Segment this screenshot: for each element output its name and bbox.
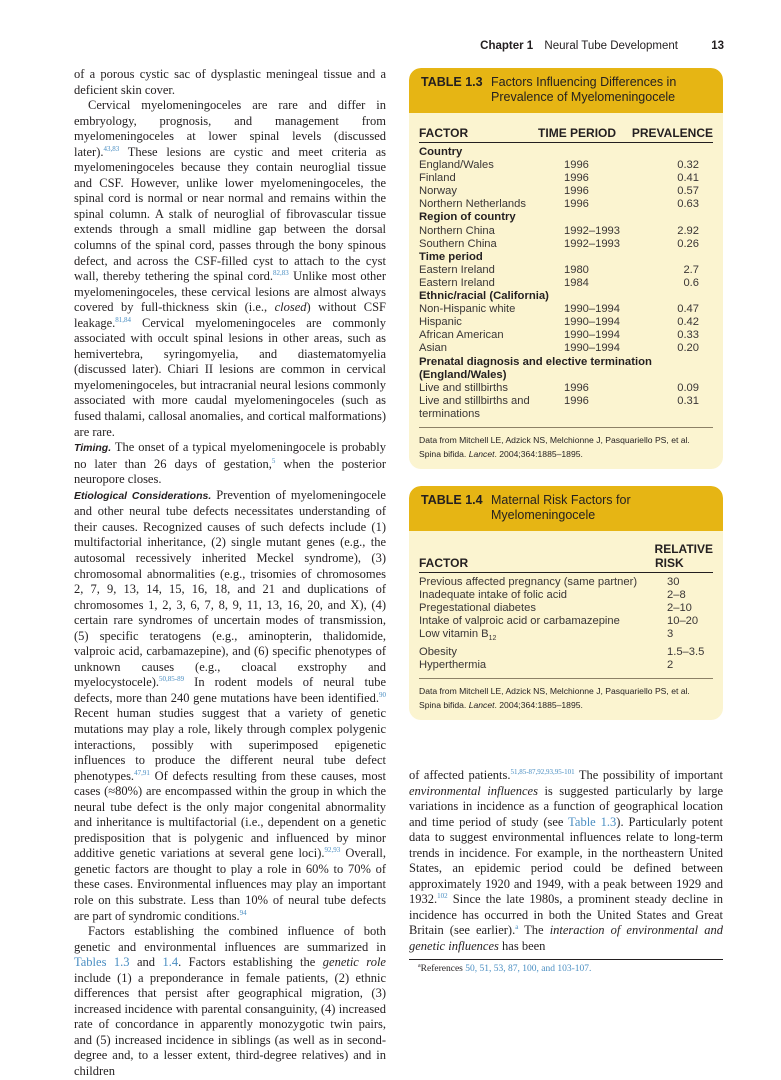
table-source: [419, 678, 713, 720]
table-section-heading: Region of country: [419, 211, 516, 224]
text: of affected patients.: [409, 768, 511, 782]
table-cell: Finland: [419, 172, 456, 185]
table-body: [419, 573, 713, 672]
text: Overall, genetic factors are thought to play a role in 60% to 70% of these cases. Environmental influences may play an important role on this substrate. Less than 10% of neural tube defects are part of syndromic conditions.: [74, 846, 386, 923]
reference-links[interactable]: 50, 51, 53, 87, 100, and 103-107.: [465, 964, 592, 974]
table-row: [419, 238, 713, 251]
table-cell: 1992–1993: [564, 237, 620, 250]
page-number: 13: [711, 40, 724, 52]
citation-link[interactable]: 50,85-89: [159, 675, 185, 684]
table-cell: Northern Netherlands: [419, 198, 526, 211]
paragraph: [74, 488, 386, 924]
table-link[interactable]: Table 1.3: [568, 814, 617, 829]
table-row: [419, 329, 713, 342]
chapter-label: Chapter 1: [480, 40, 534, 52]
table-cell: [419, 659, 647, 672]
citation-link[interactable]: 5: [271, 456, 276, 465]
table-row: [419, 576, 713, 589]
text: Cervical myelomeningoceles are rare and differ in embryology, prognosis, and management from myelomeningoceles at lower spinal levels (discussed later).: [74, 98, 386, 159]
table-cell: 1984: [564, 276, 589, 289]
table-link[interactable]: Tables 1.3: [74, 955, 130, 970]
table-row: [419, 395, 713, 421]
table-cell: [419, 615, 647, 628]
table-cell: 1996: [564, 381, 589, 394]
text: Previous affected pregnancy (same partner): [419, 576, 638, 588]
table-cell: 0.32: [677, 159, 699, 172]
text: These lesions are cystic and meet criteria as myelomeningoceles because they contain neuroglial tissue and CSF. However, unlike lower myelomeningoceles, the spinal cord is normal or near normal and remains within the spinal column. A stalk of neuroglial of fibrovascular tissue extends through a small midline gap between the dorsal columns of the spinal cord, passes through the bony spinous defect, and across the CSF-filled cyst to attach to the cyst wall, thereby tethering the spinal cord.: [74, 144, 386, 284]
citation-link[interactable]: 94: [239, 908, 247, 917]
table-cell: [419, 628, 647, 645]
text: Data from Mitchell LE, Adzick NS, Melchionne J, Pasquariello PS, et al. Spina bifida.: [419, 434, 690, 459]
table-row: [419, 185, 713, 198]
text: of a porous cystic sac of dysplastic meningeal tissue and a deficient skin cover.: [74, 67, 386, 97]
text: . 2004;364:1885–1895.: [494, 448, 583, 459]
table-cell: 1996: [564, 198, 589, 211]
text: is suggested particularly by large variations in incidence as a function of geographical location and time period of study (see: [409, 783, 723, 829]
text: Obesity: [419, 645, 457, 658]
table-cell: 1990–1994: [564, 342, 620, 355]
citation-link[interactable]: 92,93: [324, 846, 341, 855]
text: Lancet: [468, 448, 495, 459]
citation-link[interactable]: 47,91: [134, 768, 150, 777]
table-cell: 2: [667, 658, 674, 671]
table-cell: 2.7: [683, 263, 699, 276]
text: Factors establishing the combined influence of both genetic and environmental influences are summarized in: [74, 924, 386, 954]
table-cell: 2.92: [677, 224, 699, 237]
paragraph: [74, 924, 386, 1079]
table-row: [419, 602, 713, 615]
table-cell: 0.57: [677, 185, 699, 198]
table-cell: 0.20: [677, 342, 699, 355]
table-row: [419, 159, 713, 172]
text: Unlike most other myelomeningoceles, these cervical lesions are almost always covered by full-thickness skin (i.e.,: [74, 269, 386, 315]
text: Hyperthermia: [419, 658, 487, 671]
table-label: TABLE 1.3: [421, 75, 483, 89]
paragraph: [74, 67, 386, 98]
table-cell: 30: [667, 576, 680, 588]
column-header: FACTOR: [419, 556, 469, 570]
text: In rodent models of neural tube defects, more than 240 gene mutations have been identified.: [74, 675, 386, 705]
text: Of defects resulting from these causes, most cases (≈80%) are encompassed within the group in which the neural tube defect is the only major congenital abnormality and inheritance is multifactorial (i.e., dependent on a genetic predisposition that is polygenic and influenced by minor additive genetic variations at several gene loci).: [74, 768, 386, 861]
table-cell: 0.41: [677, 172, 699, 185]
text: environmental influences: [409, 783, 538, 798]
table-row: [419, 628, 713, 645]
table-cell: 1996: [564, 172, 589, 185]
table-cell: 0.09: [677, 381, 699, 394]
text: RELATIVE: [654, 542, 713, 556]
chapter-title: Neural Tube Development: [544, 40, 678, 52]
table-caption: [409, 486, 723, 531]
table-row: [419, 659, 713, 672]
table-cell: 0.6: [683, 276, 699, 289]
table-header-row: [419, 539, 713, 573]
run-in-heading: Timing.: [74, 442, 112, 455]
table-cell: 2–10: [667, 602, 692, 615]
table-row: [419, 277, 713, 290]
table-cell: 1990–1994: [564, 303, 620, 316]
text: genetic role: [322, 955, 386, 970]
table-cell: Hispanic: [419, 316, 462, 329]
table-cell: 0.31: [677, 394, 699, 407]
table-row: [419, 342, 713, 355]
table-cell: England/Wales: [419, 159, 494, 172]
table-body: [419, 143, 713, 421]
table-row: [419, 646, 713, 659]
text: References: [420, 964, 466, 974]
text: Lancet: [468, 699, 495, 710]
footnote-mark: a: [418, 962, 421, 969]
text: Inadequate intake of folic acid: [419, 589, 568, 602]
table-cell: [419, 589, 647, 602]
column-header: PREVALENCE: [631, 126, 713, 140]
table-cell: Eastern Ireland: [419, 276, 495, 289]
table-cell: 0.42: [677, 316, 699, 329]
table-row: [419, 589, 713, 602]
table-row: [419, 615, 713, 628]
text: interaction of environmental and genetic influences: [409, 923, 723, 954]
table-header-row: [419, 123, 713, 143]
table-cell: 1.5–3.5: [667, 645, 705, 658]
table-cell: Eastern Ireland: [419, 263, 495, 276]
table-title: Maternal Risk Factors for Myelomeningocele: [491, 493, 631, 522]
text: The: [518, 923, 550, 938]
table-cell: 1990–1994: [564, 329, 620, 342]
table-cell: 10–20: [667, 615, 699, 628]
table-cell: Asian: [419, 342, 447, 355]
column-header: FACTOR: [419, 126, 469, 140]
table-row: [419, 303, 713, 316]
footnote: [418, 964, 591, 974]
text: . 2004;364:1885–1895.: [494, 699, 583, 710]
footnote-marker[interactable]: a: [515, 923, 519, 932]
table-cell: Southern China: [419, 237, 497, 250]
text: Intake of valproic acid or carbamazepine: [419, 615, 620, 628]
table-section-heading: Country: [419, 146, 463, 158]
citation-link[interactable]: 81,84: [115, 315, 132, 324]
paragraph: [409, 768, 723, 955]
table-cell: 3: [667, 628, 674, 641]
text: Prevention of myelomeningocele and other neural tube defects necessitates understanding of their causes. Recognized causes of such defects include (1) multifactorial inheritance, (2) single mutant genes (e.g., the autosomal recessively inherited Meckel syndrome), (3) chromosomal abnormalities (e.g., trisomies of chromosomes 2, 7, 9, 13, 14, 15, 16, 18, and 21 and duplications of chromosomes 1, 2, 3, 6, 7, 8, 9, 11, 13, 16, 20, and X), (4) certain rare syndromes of uncertain modes of transmission, (5) specific teratogens (e.g., aminopterin, thalidomide, valproic acid, carbamazepine), and (6) specific phenotypes of unknown causes (e.g., cloacal exstrophy and myelocystocele).: [74, 487, 386, 690]
subscript: 12: [488, 635, 497, 643]
table-source: [419, 427, 713, 469]
table-cell: 0.26: [677, 237, 699, 250]
table-cell: 1996: [564, 394, 589, 407]
text: The possibility of important: [574, 768, 723, 782]
left-column: [74, 67, 386, 1080]
table-cell: [419, 646, 647, 659]
table-cell: 1990–1994: [564, 316, 620, 329]
table-cell: 0.47: [677, 303, 699, 316]
table-label: TABLE 1.4: [421, 493, 483, 507]
table-row: [419, 316, 713, 329]
text: The onset of a typical myelomeningocele is probably no later than 26 days of gestation,: [74, 440, 386, 471]
text: Pregestational diabetes: [419, 602, 536, 615]
citation-link[interactable]: 102: [437, 892, 448, 901]
table-cell: African American: [419, 329, 504, 342]
table-cell: 1992–1993: [564, 224, 620, 237]
text: ) without CSF leakage.: [74, 300, 386, 330]
right-column: [409, 768, 723, 955]
table-cell: 0.33: [677, 329, 699, 342]
table-cell: Norway: [419, 185, 457, 198]
column-header: TIME PERIOD: [538, 126, 617, 140]
paragraph: [74, 440, 386, 488]
table-cell: 1996: [564, 159, 589, 172]
table-cell: Northern China: [419, 224, 495, 237]
text: Cervical myelomeningoceles are commonly associated with occult spinal lesions in other areas, such as hemivertebra, syringomyelia, and diastematomyelia (discussed later). Chiari II lesions are common in cervical myelomeningoceles, but intracranial neural lesions commonly associated with more caudal myelomeningoceles (such as fused thalami, callosal anomalies, and cortical malformations) are rare.: [74, 315, 386, 439]
table-section-heading: Ethnic/racial (California): [419, 290, 549, 303]
text: ). Particularly potent data to suggest environmental influences relate to long-term trends in incidence. For example, in the northeastern United States, an epidemic period could be defined between approximately 1920 and 1949, with a peak between 1929 and 1932.: [409, 814, 723, 907]
table-row: [419, 382, 713, 395]
table-row: [419, 198, 713, 211]
table-cell: Non-Hispanic white: [419, 303, 516, 316]
table-row: [419, 264, 713, 277]
footnote-rule: [409, 959, 723, 960]
text: and: [129, 955, 163, 970]
table-1-3: [409, 68, 723, 469]
table-1-4: [409, 486, 723, 720]
text: Data from Mitchell LE, Adzick NS, Melchionne J, Pasquariello PS, et al. Spina bifida.: [419, 685, 690, 710]
text: include (1) a preponderance in female patients, (2) ethnic differences that persist after geographical migration, (3) increased incidence with parental consanguinity, (4) increased rate of concordance in apparently monozygotic twin pairs, and (5) increased incidence in siblings (as well as in second-degree and, to a lesser extent, third-degree relatives) and in children: [74, 970, 386, 1078]
table-cell: 1996: [564, 185, 589, 198]
citation-link[interactable]: 82,83: [273, 268, 289, 277]
table-link[interactable]: 1.4: [162, 955, 179, 970]
column-header: [647, 542, 713, 570]
table-caption: [409, 68, 723, 113]
text: when the posterior neuropore closes.: [74, 456, 387, 487]
text: Recent human studies suggest that a variety of genetic mutations may play a role, likely through complex polygenic interactions, possibly with superimposed epigenetic influences to produce the different neural tube defect phenotypes.: [74, 706, 386, 783]
table-cell: Live and stillbirths: [419, 381, 508, 394]
text: RISK: [655, 556, 684, 570]
table-title: Factors Influencing Differences in Prevalence of Myelomeningocele: [491, 75, 677, 104]
table-section-heading: Prenatal diagnosis and elective termination (England/Wales): [419, 355, 652, 381]
table-cell: Live and stillbirths and terminations: [419, 394, 530, 420]
text: closed: [274, 300, 307, 315]
table-cell: [419, 576, 647, 589]
citation-link[interactable]: 90: [379, 690, 386, 699]
table-row: [419, 172, 713, 185]
running-header: [480, 40, 724, 52]
text: has been: [498, 939, 546, 954]
citation-link[interactable]: 51,85-87,92,93,95-101: [510, 767, 575, 776]
table-cell: 1980: [564, 263, 589, 276]
table-cell: [419, 602, 647, 615]
table-row: [419, 225, 713, 238]
text: . Factors establishing the: [178, 955, 323, 970]
citation-link[interactable]: 43,83: [103, 144, 120, 153]
paragraph: [74, 98, 386, 440]
run-in-heading: Etiological Considerations.: [74, 489, 212, 502]
text: Since the late 1980s, a prominent steady decline in incidence has occurred in both the United States and Great Britain (see earlier).: [409, 892, 723, 938]
table-cell: 0.63: [677, 198, 699, 211]
table-cell: 2–8: [667, 589, 686, 602]
table-section-heading: Time period: [419, 250, 483, 263]
text: Low vitamin B: [419, 628, 489, 641]
